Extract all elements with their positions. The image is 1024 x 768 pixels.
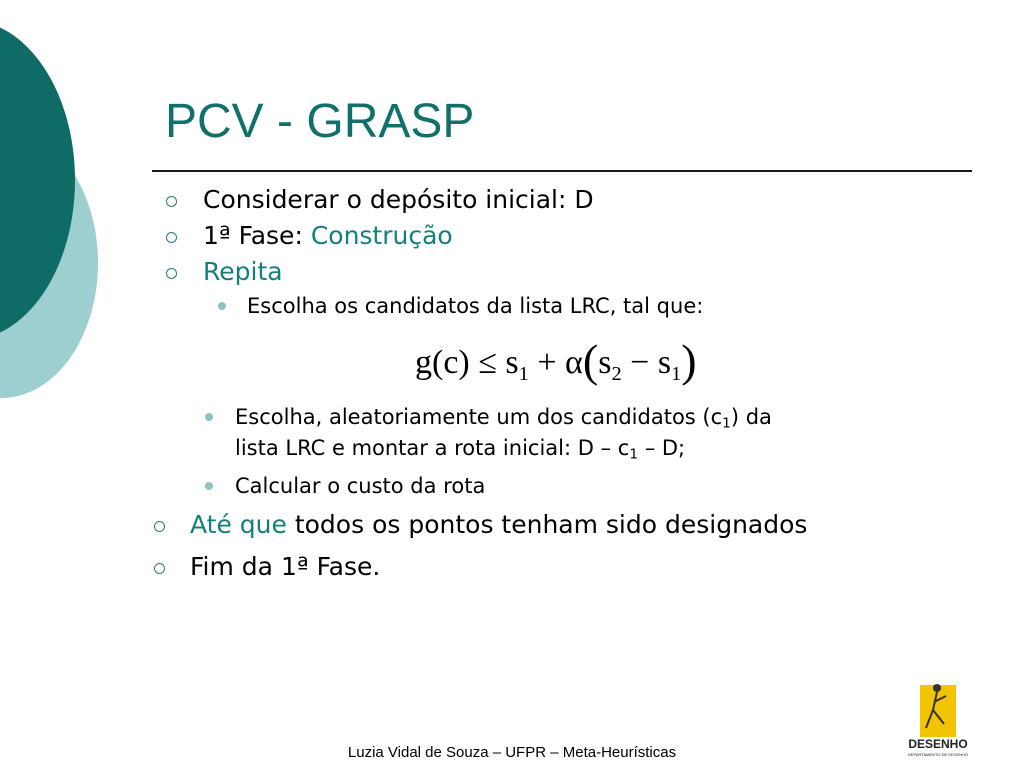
bullet-text: Fim da 1ª Fase.: [190, 552, 381, 581]
formula-leq: ≤: [478, 344, 497, 381]
highlight-text: Até que: [190, 510, 287, 539]
formula-lhs: g(c): [415, 344, 470, 381]
subscript: 1: [722, 415, 731, 432]
bullet-circle-icon: [166, 268, 177, 279]
logo-text: DESENHO: [908, 737, 968, 751]
bullet-circle-icon: [154, 521, 165, 532]
bullet-dot-icon: [205, 482, 213, 490]
slide-footer: Luzia Vidal de Souza – UFPR – Meta-Heurísticas: [347, 744, 677, 761]
formula-sub: 1: [671, 363, 682, 386]
bullet-text: Repita: [203, 257, 283, 286]
bullet-text: Calcular o custo da rota: [235, 474, 486, 498]
bullet-text: ) da: [730, 405, 772, 429]
bullet-text: Escolha, aleatoriamente um dos candidatos (c: [235, 405, 723, 429]
bullet-circle-icon: [166, 232, 177, 243]
subscript: 1: [629, 446, 639, 463]
bullet-circle-icon: [166, 196, 177, 207]
bullet-text: todos os pontos tenham sido designados: [286, 510, 808, 539]
bullet-repeat: [203, 257, 283, 287]
formula-sub: 1: [518, 363, 529, 386]
bullet-text: – D;: [638, 436, 686, 460]
title-divider: [152, 170, 972, 172]
formula-plus: +: [537, 344, 557, 381]
formula-s: s: [505, 344, 519, 381]
formula-sub: 2: [611, 363, 622, 386]
logo-icon: [900, 680, 976, 760]
bullet-until: [190, 510, 807, 540]
slide-title: PCV - GRASP: [165, 95, 475, 148]
bullet-deposit: [203, 185, 594, 215]
bullet-phase1: [203, 221, 453, 251]
bullet-end-phase: [190, 552, 380, 582]
bullet-calc-cost: [235, 473, 485, 499]
bullet-dot-icon: [205, 413, 213, 421]
bullet-dot-icon: [218, 302, 226, 310]
formula-s: s: [657, 344, 672, 381]
bullet-circle-icon: [154, 563, 165, 574]
bullet-choose-candidates: [247, 293, 703, 319]
formula-paren-open: (: [582, 335, 599, 386]
desenho-logo: [900, 680, 976, 760]
highlight-text: Construção: [310, 221, 453, 250]
bullet-text: 1ª Fase:: [203, 221, 311, 250]
formula-minus: −: [630, 344, 650, 381]
formula-s: s: [598, 344, 612, 381]
bullet-random-choice: [235, 404, 772, 430]
bullet-text: lista LRC e montar a rota inicial: D – c: [235, 436, 630, 460]
bullet-text: Considerar o depósito inicial: D: [203, 185, 594, 214]
formula: [415, 335, 697, 386]
logo-subtext: DEPARTAMENTO DE DESENHO: [907, 752, 969, 757]
bullet-random-choice-line2: [235, 435, 685, 461]
formula-alpha: α: [565, 344, 583, 381]
bullet-text: Escolha os candidatos da lista LRC, tal que:: [247, 294, 704, 318]
formula-paren-close: ): [681, 335, 697, 386]
